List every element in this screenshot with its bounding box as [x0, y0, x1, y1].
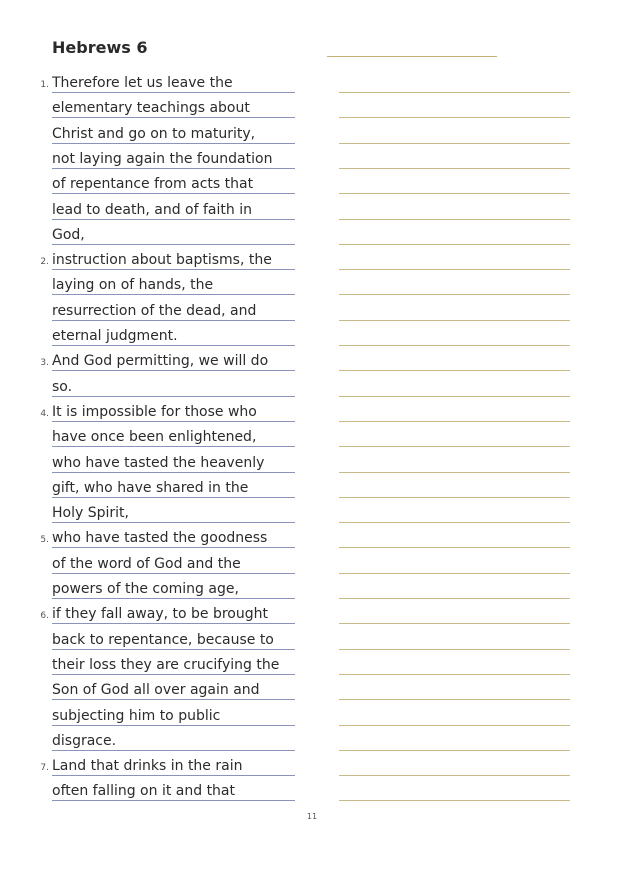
verse-text: powers of the coming age, [52, 581, 239, 597]
verse-text: lead to death, and of faith in [52, 201, 252, 218]
verse-text: instruction about baptisms, the [52, 252, 272, 269]
verse-number: 3. [40, 358, 49, 369]
verse-text: gift, who have shared in the [52, 479, 249, 496]
verse-text: Holy Spirit, [52, 505, 129, 522]
verse-text: subjecting him to public [52, 707, 221, 724]
verse-text: of the word of God and the [52, 555, 241, 572]
verse-text: elementary teachings about [52, 100, 250, 117]
verse-line [0, 68, 624, 93]
verse-line [0, 220, 624, 245]
verse-text: so. [52, 378, 73, 395]
verse-line [0, 93, 624, 118]
verse-text: disgrace. [52, 732, 117, 749]
text-underline [52, 800, 295, 801]
title-writing-line [327, 56, 497, 57]
verse-line [0, 726, 624, 751]
verse-line [0, 448, 624, 473]
verse-text: resurrection of the dead, and [52, 302, 257, 319]
page-title: Hebrews 6 [52, 38, 148, 57]
verse-text: of repentance from acts that [52, 176, 254, 193]
verse-line [0, 195, 624, 220]
verse-line [0, 473, 624, 498]
verse-text: back to repentance, because to [52, 631, 274, 648]
verse-text: Son of God all over again and [52, 682, 260, 699]
page-number: 11 [306, 812, 318, 821]
verse-text: who have tasted the goodness [52, 530, 268, 547]
verse-line [0, 650, 624, 675]
verse-text: who have tasted the heavenly [52, 454, 265, 471]
verse-line [0, 296, 624, 321]
verse-number: 1. [40, 80, 49, 90]
verse-line [0, 270, 624, 295]
verse-text: laying on of hands, the [52, 277, 214, 294]
verse-text: if they fall away, to be brought [52, 606, 268, 623]
verse-line [0, 372, 624, 397]
verse-number: 5. [40, 535, 49, 546]
verse-line [0, 599, 624, 624]
verse-text: Land that drinks in the rain [52, 758, 243, 775]
verse-text: God, [52, 226, 85, 243]
verse-number: 6. [40, 611, 49, 622]
verse-text: It is impossible for those who [52, 403, 257, 420]
verse-line [0, 625, 624, 650]
verse-text: eternal judgment. [52, 328, 178, 344]
verse-text: their loss they are crucifying the [52, 656, 280, 673]
verse-line [0, 422, 624, 447]
verse-text: And God permitting, we will do [52, 353, 269, 370]
verse-line [0, 245, 624, 270]
verse-line [0, 321, 624, 346]
verse-number: 4. [40, 408, 49, 419]
verse-line [0, 498, 624, 523]
verse-text: Christ and go on to maturity, [52, 125, 256, 142]
verse-line [0, 701, 624, 726]
verse-line [0, 144, 624, 169]
verse-text: often falling on it and that [52, 783, 235, 800]
verse-line [0, 523, 624, 548]
verse-line [0, 751, 624, 776]
verse-line [0, 675, 624, 700]
verse-text: Therefore let us leave the [52, 75, 233, 91]
verse-line [0, 776, 624, 801]
verse-line [0, 574, 624, 599]
verse-number: 2. [40, 257, 49, 268]
verse-line [0, 549, 624, 574]
writing-line [339, 800, 570, 801]
verse-text: have once been enlightened, [52, 429, 257, 446]
verse-line [0, 397, 624, 422]
verse-line [0, 346, 624, 371]
verse-text: not laying again the foundation [52, 150, 273, 167]
verse-line [0, 119, 624, 144]
verse-line [0, 169, 624, 194]
verse-number: 7. [40, 763, 49, 774]
